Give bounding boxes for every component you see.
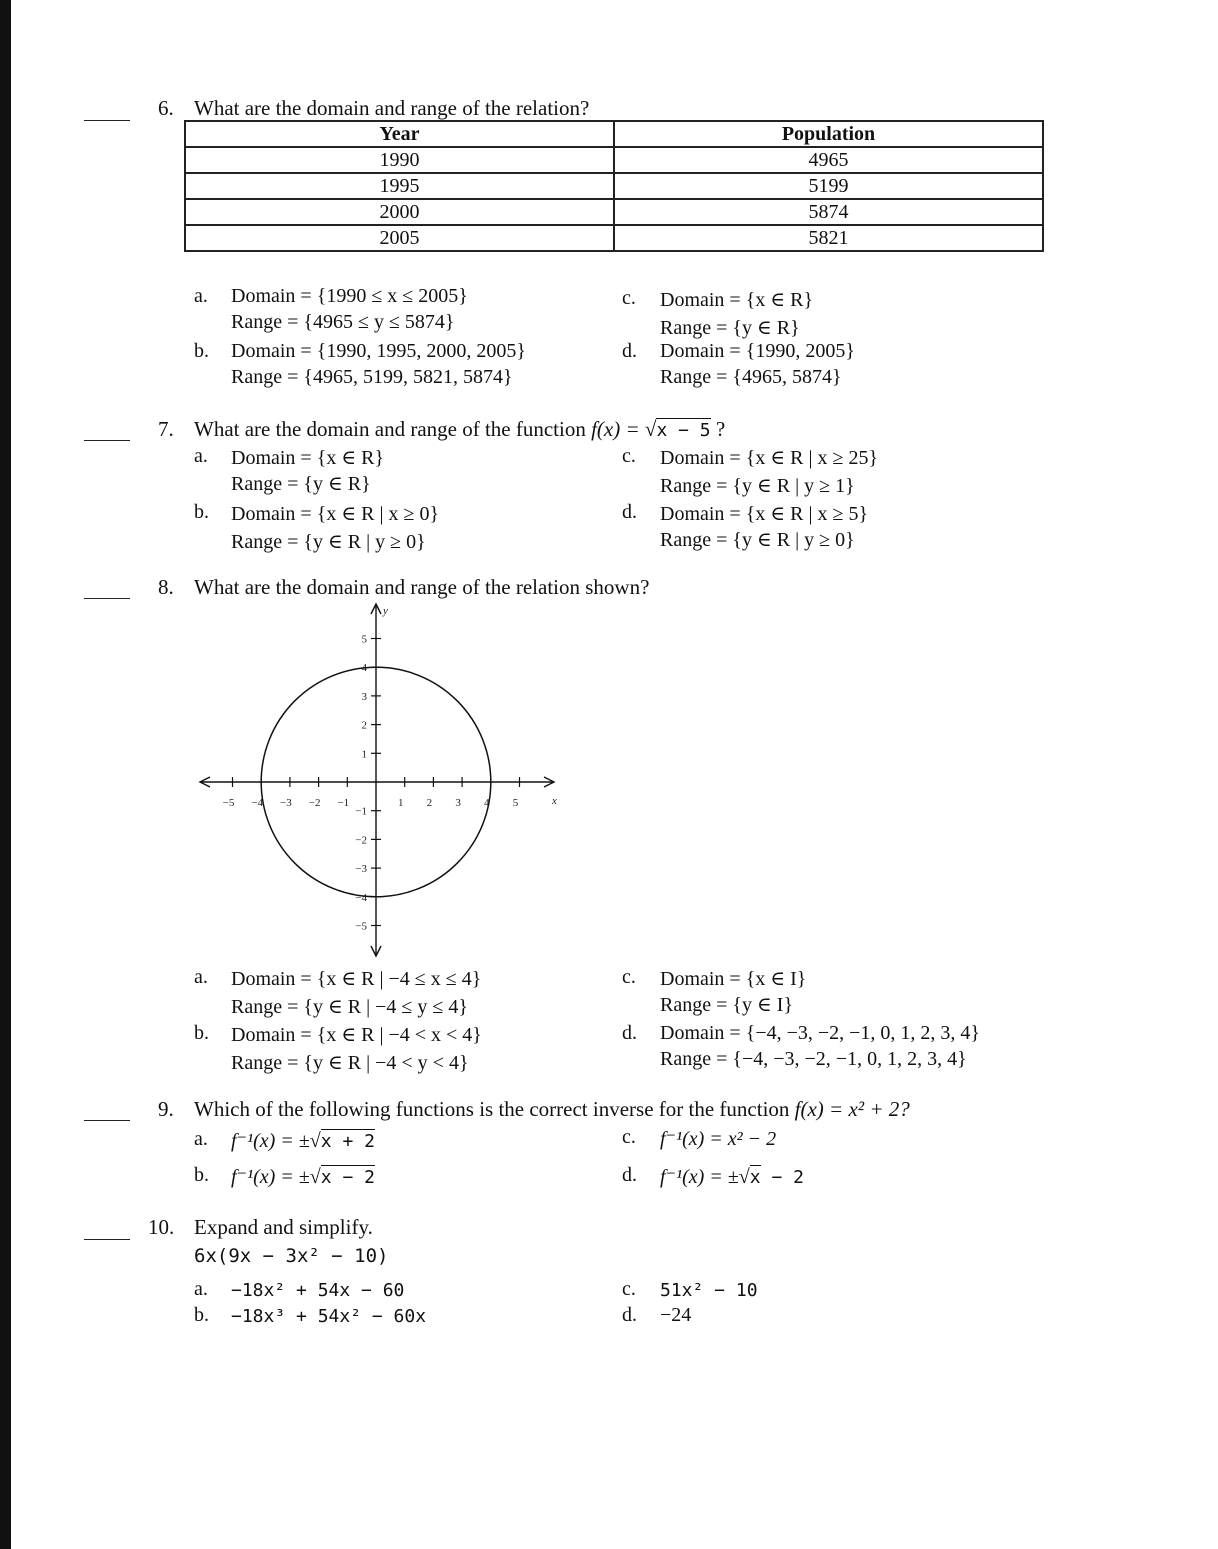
q6-option-c-letter[interactable]: c. [622, 287, 636, 309]
q10-option-a-letter[interactable]: a. [194, 1278, 208, 1300]
sqrt-radical-icon: √ [644, 417, 657, 441]
q6-question: What are the domain and range of the relation? [194, 96, 590, 120]
q9-option-d-prefix: f⁻¹(x) = ± [660, 1166, 739, 1188]
table-cell: 2000 [185, 199, 614, 225]
q9-option-a-radicand: x + 2 [320, 1131, 375, 1152]
table-row [185, 147, 1043, 173]
q7-option-d-domain: Domain = {x ∈ R | x ≥ 5} [660, 503, 869, 525]
q9-option-c: f⁻¹(x) = x² − 2 [660, 1128, 777, 1150]
q7-option-a-domain: Domain = {x ∈ R} [231, 447, 385, 469]
q8-option-d-letter[interactable]: d. [622, 1022, 637, 1044]
q10-option-b-letter[interactable]: b. [194, 1304, 209, 1326]
q6-option-b-domain: Domain = {1990, 1995, 2000, 2005} [231, 340, 526, 362]
q9-question [194, 1097, 910, 1122]
q7-question-end: ? [715, 417, 726, 441]
q7-radicand: x − 5 [656, 420, 711, 441]
q9-option-a-prefix: f⁻¹(x) = ± [231, 1130, 310, 1152]
table-cell: 5874 [614, 199, 1043, 225]
q7-option-c-range: Range = {y ∈ R | y ≥ 1} [660, 475, 855, 497]
y-tick-label: −3 [355, 863, 367, 876]
q8-option-c-letter[interactable]: c. [622, 966, 636, 988]
q8-option-d-range: Range = {−4, −3, −2, −1, 0, 1, 2, 3, 4} [660, 1048, 967, 1070]
q8-option-b-range: Range = {y ∈ R | −4 < y < 4} [231, 1052, 469, 1074]
table-cell: 2005 [185, 225, 614, 251]
table-cell: 5199 [614, 173, 1043, 199]
sqrt-radical-icon: √ [309, 1130, 321, 1152]
y-tick-label: 1 [361, 748, 367, 761]
q8-question: What are the domain and range of the relation shown? [194, 575, 650, 599]
q7-question [194, 417, 725, 442]
q6-option-d-range: Range = {4965, 5874} [660, 366, 842, 388]
y-tick-label: −1 [355, 805, 367, 818]
q8-option-c-domain: Domain = {x ∈ I} [660, 968, 807, 990]
y-axis-label: y [383, 605, 388, 617]
x-tick-label: −3 [280, 797, 292, 809]
y-tick-label: 5 [361, 633, 367, 646]
q7-option-b-letter[interactable]: b. [194, 501, 209, 523]
q8-option-a-range: Range = {y ∈ R | −4 ≤ y ≤ 4} [231, 996, 468, 1018]
table-cell: 1995 [185, 173, 614, 199]
x-axis-label: x [552, 795, 557, 807]
sqrt-radical-icon: √ [738, 1166, 750, 1188]
table-cell: 5821 [614, 225, 1043, 251]
q7-question-text: What are the domain and range of the function [194, 417, 586, 441]
q9-function: f(x) = x² + 2? [794, 1097, 910, 1121]
q9-option-b [231, 1164, 375, 1189]
q6-number: 6. [158, 96, 174, 120]
y-tick-label: 2 [361, 719, 367, 732]
q8-option-b-letter[interactable]: b. [194, 1022, 209, 1044]
x-tick-label: 1 [397, 797, 404, 809]
x-tick-label: −1 [337, 797, 350, 809]
q9-option-d-letter[interactable]: d. [622, 1164, 637, 1186]
x-tick-label: 5 [512, 797, 519, 809]
q9-option-b-radicand: x − 2 [320, 1167, 375, 1188]
q6-option-b-letter[interactable]: b. [194, 340, 209, 362]
q7-option-d-range: Range = {y ∈ R | y ≥ 0} [660, 529, 855, 551]
q6-option-a-domain: Domain = {1990 ≤ x ≤ 2005} [231, 285, 468, 307]
q6-option-a-range: Range = {4965 ≤ y ≤ 5874} [231, 311, 455, 333]
x-tick-label: 2 [426, 797, 433, 809]
table-row [185, 225, 1043, 251]
y-tick-label: −5 [355, 920, 367, 933]
sqrt-radical-icon: √ [309, 1166, 321, 1188]
q10-option-c: 51x² − 10 [660, 1280, 758, 1301]
q7-number: 7. [158, 417, 174, 441]
q6-option-d-letter[interactable]: d. [622, 340, 637, 362]
y-tick-label: −2 [355, 834, 367, 847]
table-cell: 1990 [185, 147, 614, 173]
answer-blank-9[interactable] [84, 1120, 130, 1121]
q7-option-a-range: Range = {y ∈ R} [231, 473, 371, 495]
q7-option-b-domain: Domain = {x ∈ R | x ≥ 0} [231, 503, 440, 525]
table-header-population: Population [614, 121, 1043, 147]
q10-option-c-letter[interactable]: c. [622, 1278, 636, 1300]
q8-option-b-domain: Domain = {x ∈ R | −4 < x < 4} [231, 1024, 482, 1046]
q10-option-d-letter[interactable]: d. [622, 1304, 637, 1326]
x-tick-label: −2 [308, 797, 321, 809]
q10-number: 10. [148, 1215, 175, 1239]
y-tick-label: 3 [361, 690, 367, 703]
q6-option-c-domain: Domain = {x ∈ R} [660, 289, 814, 311]
table-row [185, 173, 1043, 199]
q8-number: 8. [158, 575, 174, 599]
x-tick-label: −5 [222, 797, 235, 809]
table-header-year: Year [185, 121, 614, 147]
x-tick-label: 3 [455, 797, 461, 809]
answer-blank-10[interactable] [84, 1239, 130, 1240]
q6-option-d-domain: Domain = {1990, 2005} [660, 340, 855, 362]
q9-option-b-letter[interactable]: b. [194, 1164, 209, 1186]
q8-option-a-letter[interactable]: a. [194, 966, 208, 988]
q9-question-text: Which of the following functions is the correct inverse for the function [194, 1097, 790, 1121]
table-header-row [185, 121, 1043, 147]
table-row [185, 199, 1043, 225]
page-edge-bar [0, 0, 11, 1549]
q9-option-d-radicand: x [749, 1167, 761, 1188]
q10-option-a: −18x² + 54x − 60 [231, 1280, 405, 1301]
population-table [184, 120, 1044, 252]
answer-blank-8[interactable] [84, 598, 130, 599]
circle-graph [180, 596, 580, 966]
q6-option-a-letter[interactable]: a. [194, 285, 208, 307]
q8-option-a-domain: Domain = {x ∈ R | −4 ≤ x ≤ 4} [231, 968, 482, 990]
answer-blank-7[interactable] [84, 440, 130, 441]
q9-option-a-letter[interactable]: a. [194, 1128, 208, 1150]
q10-option-b: −18x³ + 54x² − 60x [231, 1306, 427, 1327]
q7-option-a-letter[interactable]: a. [194, 445, 208, 467]
q9-option-c-letter[interactable]: c. [622, 1126, 636, 1148]
y-tick-label: −4 [355, 891, 367, 904]
q10-option-d: −24 [660, 1304, 692, 1326]
q6-option-b-range: Range = {4965, 5199, 5821, 5874} [231, 366, 513, 388]
q7-option-c-domain: Domain = {x ∈ R | x ≥ 25} [660, 447, 879, 469]
q9-option-a [231, 1128, 375, 1153]
q6-option-c-range: Range = {y ∈ R} [660, 317, 800, 339]
y-tick-label: 4 [361, 662, 367, 675]
q8-option-d-domain: Domain = {−4, −3, −2, −1, 0, 1, 2, 3, 4} [660, 1022, 981, 1044]
x-tick-label: −4 [251, 797, 264, 809]
q9-option-b-prefix: f⁻¹(x) = ± [231, 1166, 310, 1188]
table-cell: 4965 [614, 147, 1043, 173]
q9-option-d-suffix: − 2 [760, 1167, 804, 1188]
q9-number: 9. [158, 1097, 174, 1121]
q7-option-d-letter[interactable]: d. [622, 501, 637, 523]
q8-option-c-range: Range = {y ∈ I} [660, 994, 794, 1016]
answer-blank-6[interactable] [84, 120, 130, 121]
q10-expression: 6x(9x − 3x² − 10) [194, 1245, 389, 1267]
q7-option-b-range: Range = {y ∈ R | y ≥ 0} [231, 531, 426, 553]
x-tick-label: 4 [484, 797, 490, 809]
q10-question: Expand and simplify. [194, 1215, 373, 1239]
q9-option-d [660, 1164, 804, 1189]
q7-option-c-letter[interactable]: c. [622, 445, 636, 467]
q7-function-label: f(x) = [591, 417, 640, 441]
